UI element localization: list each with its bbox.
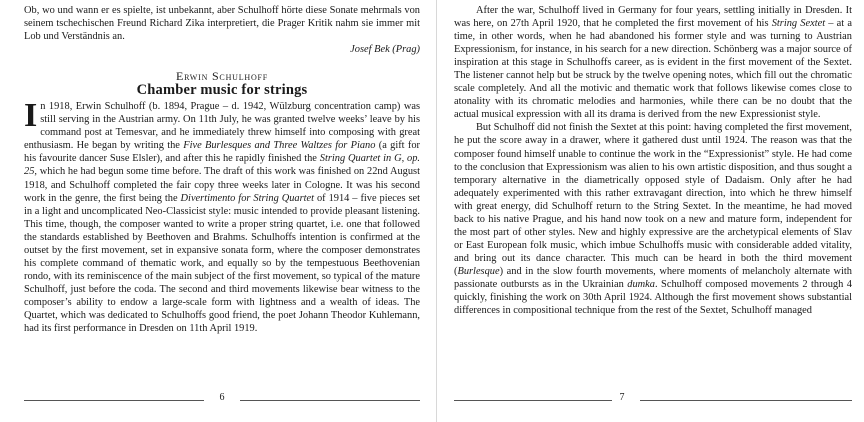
- work-title: Divertimento for String Quartet: [180, 192, 315, 204]
- heading-title: Chamber music for strings: [136, 82, 308, 99]
- page-footer: [454, 391, 852, 407]
- foreign-term: dumka: [627, 278, 655, 290]
- footer-rule: [640, 400, 852, 401]
- page-number: 7: [619, 392, 625, 403]
- text-run: ) and in the slow fourth movements, where moments of melancholy alternate with passionate outbursts as in the Ukrainian: [454, 265, 852, 290]
- text-run: (a gift for his favourite dancer Suse Elsler), and after this he rapidly finished the: [24, 140, 420, 165]
- heading-author: Erwin Schulhoff: [175, 69, 269, 84]
- intro-paragraph: Ob, wo und wann er es spielte, ist unbekannt, aber Schulhoff hörte diese Sonate mehrmals von seinem tschechischen Freund Richard Zika interpretiert, die Prager Kritik nahm sie immer mit Lob und Verständnis an.: [24, 5, 420, 43]
- page-gutter: [436, 0, 437, 422]
- left-page: [24, 0, 420, 422]
- page-number: 6: [219, 392, 225, 403]
- text-run: After the war, Schulhoff lived in Germany for four years, settling initially in Dresden. It was here, on 27th April 1920, that he completed the first movement of his: [454, 5, 852, 30]
- author-signature: Josef Bek (Prag): [350, 44, 420, 56]
- body-paragraph: [454, 4, 852, 121]
- work-title: String Quartet in G, op. 25: [24, 153, 420, 178]
- drop-cap: I: [24, 97, 38, 135]
- footer-rule: [240, 400, 420, 401]
- page-footer: [24, 391, 420, 407]
- footer-rule: [454, 400, 612, 401]
- body-paragraph: [24, 97, 420, 335]
- movement-title: Burlesque: [457, 265, 500, 277]
- text-run: But Schulhoff did not finish the Sextet at this point: having completed the first movement, he put the score away in a drawer, where it gathered dust until 1924. The reason was that the composer found himself unable to continue the work in the “Expressionist” style. He had come to the conclusion that Expressionism was alien to his own artistic disposition, and thus sought a temporary alternative in the diametrically opposed style of Dadaism. Only after he had adequately experimented with this rather extravagant direction, into which he threw himself with great energy, did Schulhoff return to the String Sextet. In the meantime, he had moved back to his native Prague, and his hand now took on a new and mature form, independent for the most part of other styles. New and highly expressive are the archetypical elements of Slav or East European folk music, which imbue Schulhoffs music with considerable added vitality, and bring out its dance character. This much can be heard in both the third movement (: [454, 122, 852, 277]
- text-run: , which he had begun some time before. The draft of this work was finished on 22nd August 1918, and Schulhoff completed the fair copy three weeks later in Cologne. It was his second work in the genre, the first being the: [24, 166, 420, 204]
- work-title: String Sextet: [771, 18, 826, 30]
- text-run: . Schulhoff composed movements 2 through 4 quickly, finishing the work on 30th April 1924. Although the first movement shows substantial differences in compositional technique from the rest of the Sextet, Schulhoff managed: [454, 278, 852, 317]
- text-run: of 1914 – five pieces set in a light and uncomplicated Neo-Classicist style: music intended to provide pleasant listening. This time, though, the composer wanted to write a proper string quartet, i.e. one that followed the standards established by Beethoven and Brahms. Schulhoffs intention is confirmed at the outset by the first movement, set in expansive sonata form, where the composer demonstrates his complete command of thematic work, and equally so by the tempestuous Beethovenian rondo, with its reminiscence of the main subject of the first movement, so typical of the mature Schulhoff, just before the coda. The second and third movements likewise bear witness to the composer’s ability to endow a large-scale form with lightness and a wealth of ideas. The Quartet, which was dedicated to Schulhoffs good friend, the poet Johann Theodor Kuhlemann, had its first performance in Dresden on 11th April 1919.: [24, 192, 420, 335]
- footer-rule: [24, 400, 204, 401]
- text-run: – at a time, in other words, when he had abandoned his former style and was turning to Austrian Expressionism, for instance, in his search for a new direction. Schönberg was a major source of inspiration at this stage in Schulhoffs career, as is evident in the first movement of the Sextet. The listener cannot help but be struck by the twelve opening notes, which fill out the chromatic scale completely. And all the motivic and thematic work that follows likewise comes close to atonality with its chromatic melodies and harmonies, while there can be no doubt that the actual musical expression with all its drama is derived from the new Expressionist style.: [454, 18, 852, 121]
- work-title: Five Burlesques and Three Waltzes for Piano: [183, 140, 376, 152]
- body-paragraph: [454, 121, 852, 317]
- text-run: n 1918, Erwin Schulhoff (b. 1894, Prague – d. 1942, Wülzburg concentration camp) was still serving in the Austrian army. On 11th July, he was granted twelve weeks’ leave by his command post at Temesvar, and he immediately threw himself into composing with great enthusiasm. He began by writing the: [24, 101, 420, 152]
- right-page: [454, 0, 852, 422]
